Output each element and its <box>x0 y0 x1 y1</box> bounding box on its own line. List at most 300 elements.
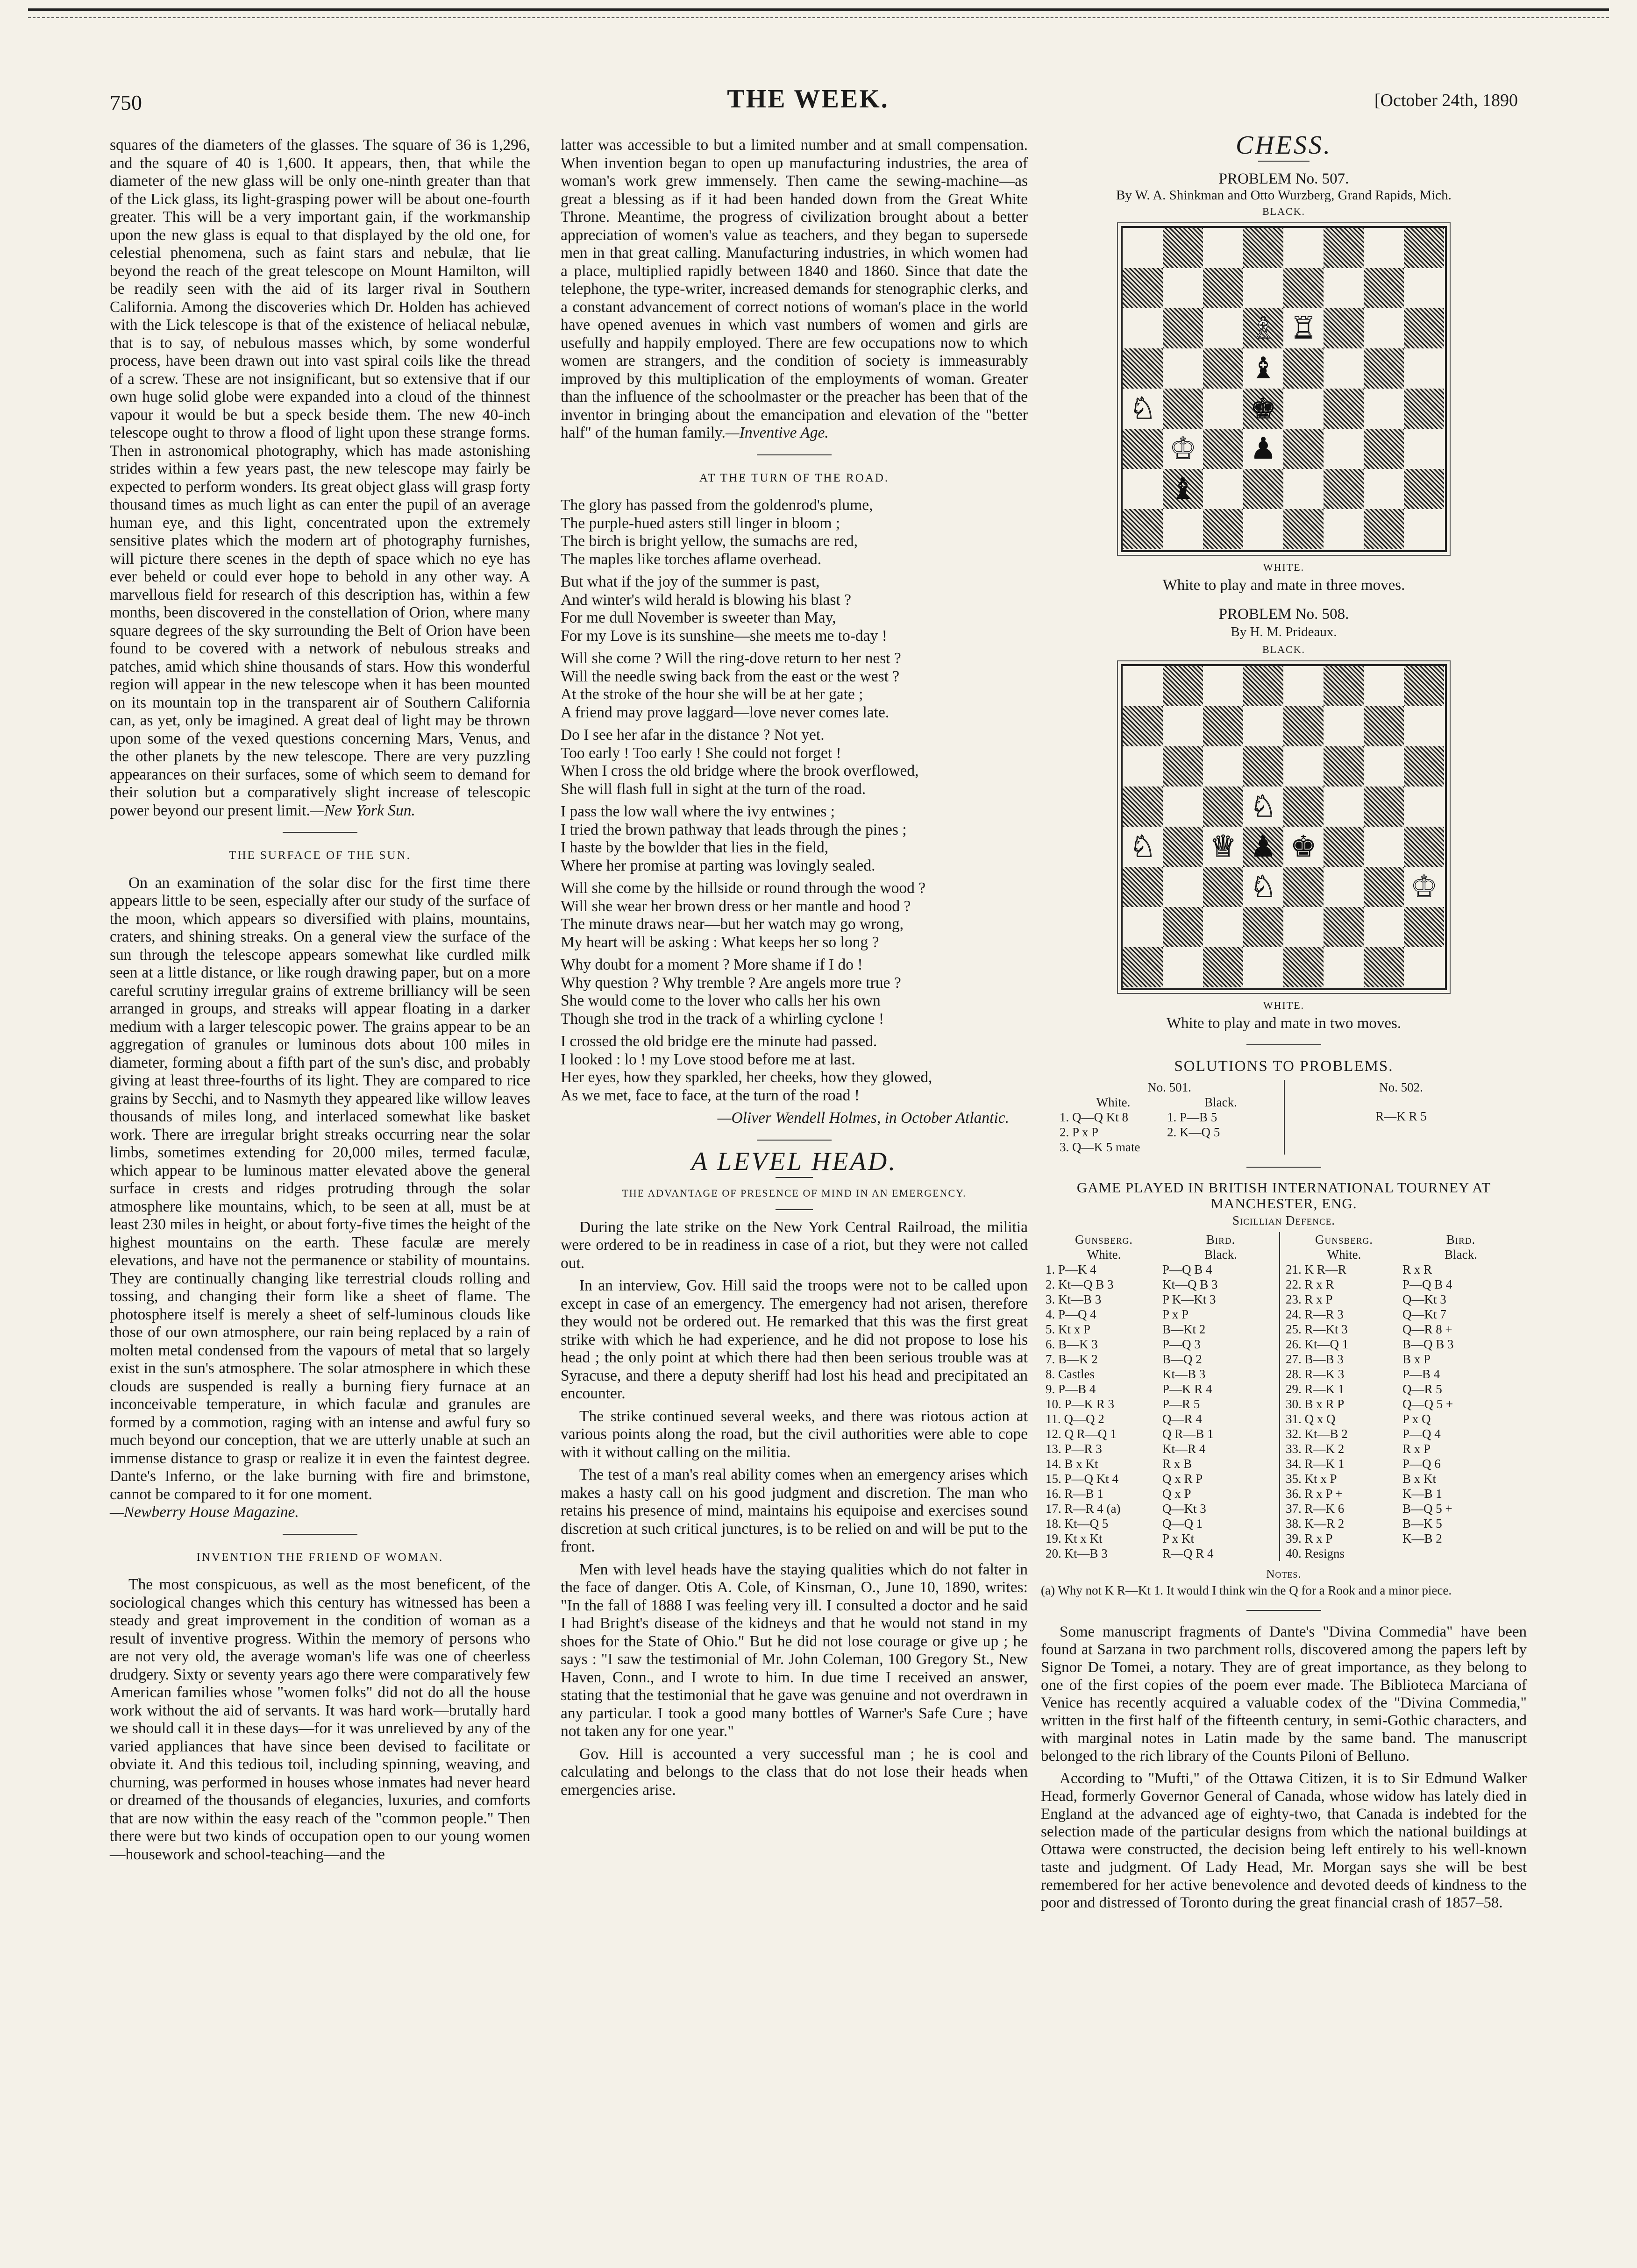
game-move: 22. R x R <box>1286 1277 1334 1291</box>
board-square <box>1123 746 1163 787</box>
chess-piece-icon: ♝ <box>1250 352 1277 385</box>
game-move: 10. P—K R 3 <box>1046 1397 1115 1411</box>
board-square <box>1203 867 1243 907</box>
board-square <box>1203 947 1243 987</box>
chess-piece-icon: ♗ <box>1250 312 1277 345</box>
board-square <box>1123 268 1163 308</box>
poem-line: Will she wear her brown dress or her mantle and hood ? <box>561 897 911 915</box>
paragraph: The test of a man's real ability comes when an emergency arises which makes a hasty call on his good judgment and discretion. The man who retains his presence of mind, maintains his equipoise and exercises sound discretion at such critical junctures, is to be relied on and will be put to the front. <box>561 1466 1028 1555</box>
board-square <box>1324 348 1364 389</box>
game-move: 40. Resigns <box>1286 1546 1345 1560</box>
board-square <box>1283 907 1324 947</box>
board-square <box>1283 429 1324 469</box>
problem-507-title: PROBLEM No. 507. <box>1218 170 1349 187</box>
poem-line: Though she trod in the track of a whirling cyclone ! <box>561 1010 884 1028</box>
board-square <box>1364 348 1404 389</box>
game-move: P—Q 3 <box>1162 1337 1201 1351</box>
poem-line: Where her promise at parting was lovingly sealed. <box>561 857 875 874</box>
game-move: P—R 5 <box>1162 1397 1200 1411</box>
poem-line: Too early ! Too early ! She could not forget ! <box>561 744 841 762</box>
game-move: B—Q 2 <box>1162 1352 1202 1366</box>
sol-move: 2. K—Q 5 <box>1167 1125 1220 1139</box>
poem-line: Why question ? Why tremble ? Are angels more true ? <box>561 974 901 992</box>
board-square <box>1364 308 1404 348</box>
board-square <box>1324 907 1364 947</box>
board-square <box>1404 746 1444 787</box>
board-square <box>1243 469 1283 509</box>
board-square <box>1364 268 1404 308</box>
game-move: P K—Kt 3 <box>1162 1292 1216 1306</box>
board-square <box>1283 389 1324 429</box>
game-move: 14. B x Kt <box>1046 1457 1098 1471</box>
game-move: 12. Q R—Q 1 <box>1046 1427 1117 1441</box>
board-square <box>1324 308 1364 348</box>
board-square <box>1203 268 1243 308</box>
game-move: P x P <box>1162 1307 1189 1321</box>
board-square <box>1404 509 1444 549</box>
poem-line: For my Love is its sunshine—she meets me to-day ! <box>561 627 887 645</box>
board-square <box>1243 706 1283 746</box>
board-square <box>1283 348 1324 389</box>
board-square <box>1364 509 1404 549</box>
game-move: 15. P—Q Kt 4 <box>1046 1472 1119 1486</box>
board-square <box>1364 469 1404 509</box>
board-square <box>1243 228 1283 268</box>
paragraph: The strike continued several weeks, and there was riotous action at various points along the road, but the civil authorities were able to cope with it without calling on the militia. <box>561 1407 1028 1461</box>
paragraph: Gov. Hill is accounted a very successful man ; he is cool and calculating and belongs to the class that do not lose their heads when emergencies arise. <box>561 1745 1028 1799</box>
chess-board-508 <box>1121 664 1447 990</box>
board-square <box>1163 947 1203 987</box>
poem-line: But what if the joy of the summer is past, <box>561 573 820 590</box>
white-label: White. <box>1327 1247 1361 1262</box>
game-move: 1. P—K 4 <box>1046 1262 1096 1276</box>
board-square <box>1324 787 1364 827</box>
game-move: 11. Q—Q 2 <box>1046 1412 1104 1426</box>
board-square <box>1203 308 1243 348</box>
game-move: B x P <box>1402 1352 1431 1366</box>
board-square <box>1283 867 1324 907</box>
sol-move: 1. P—B 5 <box>1167 1110 1217 1124</box>
game-move: Kt—B 3 <box>1162 1367 1206 1381</box>
column-2 <box>561 136 1028 1804</box>
sol-move: 1. Q—Q Kt 8 <box>1060 1110 1128 1124</box>
board-square <box>1163 867 1203 907</box>
poem-line: Why doubt for a moment ? More shame if I do ! <box>561 956 863 973</box>
game-score <box>1046 1232 1522 1561</box>
game-move: Q—Kt 3 <box>1162 1502 1206 1516</box>
problem-507-caption: White to play and mate in three moves. <box>1162 577 1405 594</box>
section-divider <box>283 832 357 833</box>
poem-line: The birch is bright yellow, the sumachs are red, <box>561 532 858 550</box>
problem-507-author: By W. A. Shinkman and Otto Wurzberg, Grand Rapids, Mich. <box>1116 188 1452 203</box>
section-divider <box>1258 161 1310 162</box>
page-header <box>98 82 1518 119</box>
game-move: Q—R 4 <box>1162 1412 1202 1426</box>
problem-508-author: By H. M. Prideaux. <box>1231 624 1337 639</box>
game-move: 9. P—B 4 <box>1046 1382 1096 1396</box>
game-move: 30. B x R P <box>1286 1397 1345 1411</box>
game-move: 13. P—R 3 <box>1046 1442 1102 1456</box>
board-square <box>1404 348 1444 389</box>
board-square <box>1324 469 1364 509</box>
poem-stanza <box>561 956 1028 1028</box>
board-square <box>1123 348 1163 389</box>
board-square <box>1364 228 1404 268</box>
board-square <box>1404 907 1444 947</box>
game-move: R x B <box>1162 1457 1192 1471</box>
game-move: R x P <box>1402 1442 1431 1456</box>
player-bird: Bird. <box>1446 1233 1476 1247</box>
heading-invention-woman: INVENTION THE FRIEND OF WOMAN. <box>196 1551 444 1564</box>
game-move: Kt—Q B 3 <box>1162 1277 1218 1291</box>
chess-piece-icon: ♖ <box>1290 312 1317 345</box>
board-square <box>1163 827 1203 867</box>
board-square <box>1324 228 1364 268</box>
game-move: 28. R—K 3 <box>1286 1367 1345 1381</box>
board-square <box>1123 867 1163 907</box>
chess-piece-icon: ♚ <box>1290 830 1317 863</box>
poem-line: The maples like torches aflame overhead. <box>561 550 822 568</box>
poem-line: The purple-hued asters still linger in bloom ; <box>561 514 840 532</box>
board-square <box>1243 666 1283 706</box>
game-move: 4. P—Q 4 <box>1046 1307 1096 1321</box>
sol-white-label: White. <box>1096 1095 1131 1109</box>
section-divider <box>1246 1610 1321 1611</box>
chess-piece-icon: ♔ <box>1169 432 1196 465</box>
board-square <box>1324 429 1364 469</box>
poem-line: The glory has passed from the goldenrod's plume, <box>561 496 873 514</box>
issue-date: [October 24th, 1890 <box>1374 91 1518 110</box>
section-divider <box>776 1209 813 1210</box>
poem-stanza <box>561 650 1028 722</box>
game-opening: Sicillian Defence. <box>1232 1213 1336 1227</box>
top-rule <box>28 8 1609 18</box>
poem-line: Will she come ? Will the ring-dove return to her nest ? <box>561 650 901 667</box>
solutions-heading: SOLUTIONS TO PROBLEMS. <box>1174 1058 1394 1075</box>
board-square <box>1324 268 1364 308</box>
game-move: 19. Kt x Kt <box>1046 1531 1103 1545</box>
game-move: B—Kt 2 <box>1162 1322 1206 1336</box>
board-square <box>1364 867 1404 907</box>
game-move: Q—Kt 7 <box>1402 1307 1446 1321</box>
board-square <box>1283 469 1324 509</box>
article-invention-text: The most conspicuous, as well as the most beneficent, of the sociological changes which this century has witnessed has been a steady and great improvement in the condition of woman as a result of inventive progress. Within the memory of persons who are not very old, the average woman's life was one of cheerless drudgery. Sixty or seventy years ago there were comparatively few American families whose "women folks" did not do all the house work without the aid of servants. It was hard work—brutally hard we should call it in these days—for it was unrelieved by any of the varied appliances that have since been devised to facilitate or obviate it. And this tedious toil, including spinning, weaving, and churning, was performed in houses whose inmates had never heard or dreamed of the thousands of elegancies, luxuries, and comforts that are now within the easy reach of the "common people." Then there were but two kinds of occupation open to our young women—housework and school-teaching—and the <box>110 1576 530 1863</box>
page-number: 750 <box>110 91 142 114</box>
game-moves-1-20 <box>1046 1232 1280 1561</box>
board-square <box>1163 746 1203 787</box>
board-square <box>1283 509 1324 549</box>
board-square <box>1324 827 1364 867</box>
game-move: 34. R—K 1 <box>1286 1457 1345 1471</box>
poem-stanza <box>561 726 1028 798</box>
board-square <box>1404 827 1444 867</box>
board-square <box>1404 228 1444 268</box>
game-move: P—Q 6 <box>1402 1457 1441 1471</box>
board-square <box>1243 746 1283 787</box>
solution-502-label: No. 502. <box>1379 1080 1423 1094</box>
board-square <box>1364 787 1404 827</box>
game-move: B—Q 5 + <box>1402 1502 1452 1516</box>
game-move: 38. K—R 2 <box>1286 1517 1345 1531</box>
poem-line: The minute draws near—but her watch may go wrong, <box>561 915 904 933</box>
board-square <box>1364 706 1404 746</box>
black-label: Black. <box>1445 1247 1477 1262</box>
board-square <box>1203 228 1243 268</box>
board-square <box>1324 746 1364 787</box>
paragraph: In an interview, Gov. Hill said the troops were not to be called upon except in case of an emergency. The emergency had not arisen, therefore they would not be ordered out. He remarked that this was the first great strike with which he had experience, and he did not propose to lose his head ; the only point at which there had then been serious trouble was at Syracuse, and there a deputy sheriff had lost his head and precipitated an encounter. <box>561 1277 1028 1402</box>
chess-piece-icon: ♟ <box>1250 830 1277 863</box>
board-square <box>1163 706 1203 746</box>
chess-piece-icon: ♚ <box>1250 392 1277 425</box>
board-square <box>1243 907 1283 947</box>
game-move: R—Q R 4 <box>1162 1546 1214 1560</box>
game-move: P x Q <box>1402 1412 1431 1426</box>
game-move <box>1402 1546 1519 1561</box>
board-square <box>1163 268 1203 308</box>
board-square <box>1364 827 1404 867</box>
heading-surface-of-sun: THE SURFACE OF THE SUN. <box>229 849 411 862</box>
game-move: 3. Kt—B 3 <box>1046 1292 1102 1306</box>
game-move: 21. K R—R <box>1286 1262 1346 1276</box>
game-moves-21-40 <box>1280 1232 1519 1561</box>
board-label-black: BLACK. <box>1262 644 1306 655</box>
board-square <box>1203 746 1243 787</box>
board-square <box>1163 348 1203 389</box>
board-square <box>1324 389 1364 429</box>
heading-level-head: A LEVEL HEAD. <box>691 1147 897 1176</box>
board-square <box>1163 308 1203 348</box>
chess-piece-icon: ♟ <box>1250 432 1277 465</box>
paragraph-dante: Some manuscript fragments of Dante's "Divina Commedia" have been found at Sarzana in two parchment rolls, discovered among the papers left by Signor De Tomei, a notary. They are of great importance, as they belong to one of the first copies of the poem ever made. The Biblioteca Marciana of Venice has recently acquired a valuable codex of the "Divina Commedia," written in the first half of the fifteenth century, in semi-Gothic characters, and with marginal notes in Latin made by the same band. The manuscript belonged to the rich library of the Counts Piloni of Belluno. <box>1041 1623 1527 1765</box>
poem-body <box>561 496 1028 1105</box>
game-move: 5. Kt x P <box>1046 1322 1091 1336</box>
paragraph: During the late strike on the New York Central Railroad, the militia were ordered to be in readiness in case of a riot, but they were not called out. <box>561 1218 1028 1272</box>
board-square <box>1203 348 1243 389</box>
board-square <box>1324 509 1364 549</box>
board-square <box>1404 389 1444 429</box>
board-square <box>1404 429 1444 469</box>
board-square <box>1404 469 1444 509</box>
board-square <box>1243 509 1283 549</box>
board-square <box>1163 666 1203 706</box>
board-square <box>1283 666 1324 706</box>
white-label: White. <box>1087 1247 1121 1262</box>
note-a: (a) Why not K R—Kt 1. It would I think win the Q for a Rook and a minor piece. <box>1041 1583 1452 1597</box>
game-move: P x Kt <box>1162 1531 1195 1545</box>
board-square <box>1283 947 1324 987</box>
chess-piece-icon: ♘ <box>1129 830 1156 863</box>
board-square <box>1283 706 1324 746</box>
board-square <box>1243 268 1283 308</box>
game-move: Q—R 8 + <box>1402 1322 1452 1336</box>
game-move: 36. R x P + <box>1286 1487 1343 1501</box>
board-square <box>1163 228 1203 268</box>
notes-heading: Notes. <box>1266 1568 1302 1581</box>
poem-line: She will flash full in sight at the turn of the road. <box>561 780 866 798</box>
poem-line: Do I see her afar in the distance ? Not yet. <box>561 726 825 744</box>
game-move: 24. R—R 3 <box>1286 1307 1344 1321</box>
column-3 <box>1041 131 1527 1916</box>
game-move: B—K 5 <box>1402 1517 1442 1531</box>
board-square <box>1364 389 1404 429</box>
game-move: P—Q 4 <box>1402 1427 1441 1441</box>
game-move: 26. Kt—Q 1 <box>1286 1337 1349 1351</box>
board-square <box>1163 787 1203 827</box>
game-move: 6. B—K 3 <box>1046 1337 1098 1351</box>
player-gunsberg: Gunsberg. <box>1075 1233 1133 1247</box>
poem-line: For me dull November is sweeter than May, <box>561 609 836 626</box>
poem-line: A friend may prove laggard—love never comes late. <box>561 703 890 721</box>
board-square <box>1324 706 1364 746</box>
game-move: Q x R P <box>1162 1472 1203 1486</box>
game-move: Q—Q 1 <box>1162 1517 1203 1531</box>
sol-move: 2. P x P <box>1060 1125 1099 1139</box>
article-sun-text: On an examination of the solar disc for the first time there appears little to be seen, especially after our study of the surface of the moon, which appears so diversified with plains, mountains, craters, and shining streaks. On a general view the surface of the sun through the telescope appears somewhat like curdled milk seen at a little distance, or like rough drawing paper, but on a more careful scrutiny irregular grains of extreme brilliancy will be seen arranged in groups, and streaks will appear floating in a darker medium with a larger telescopic power. The grains appear to be an aggregation of granules or luminous dots about 100 miles in diameter, forming about a fifth part of the sun's disc, and probably giving at least three-fourths of its light. They are compared to rice grains by Secchi, and to Nasmyth they appeared like willow leaves thousands of miles long, and interlaced somewhat like basket work. There are irregular bright streaks occurring near the solar limbs, sometimes extending for 20,000 miles, termed faculæ, which appear to be luminous matter elevated above the general surface in crests and ridges protruding through the solar atmosphere like mountains, which, to be seen at all, must be at least 230 miles in height, or about forty-five times the height of the highest mountains on the earth. These faculæ are merely elevations, and have not the permanence or stability of mountains. They are continually changing like terrestrial clouds rolling and tossing, and changing their form like a sheet of flame. The photosphere itself is merely a sheet of self-luminous clouds like those of our own atmosphere, our rain being replaced by a rain of molten metal condensed from the vapours of metal that so largely exist in the sun's atmosphere. The solar atmosphere in which these clouds are suspended is really a burning fiery furnace at an inconceivable temperature, in which faculæ and granules are formed by a commotion, raging with an intense and awful fury so much beyond our conception, that we are utterly unable at such an immense distance to grasp or realize it in even the faintest degree. Dante's Inferno, or the lake burning with fire and brimstone, cannot be compared to it for one moment. —Newberry House Magazine. <box>110 874 530 1521</box>
board-square <box>1123 509 1163 549</box>
board-square <box>1404 947 1444 987</box>
chess-piece-icon: ♝ <box>1169 472 1196 505</box>
poem-stanza <box>561 1033 1028 1105</box>
sol-502-move: R—K R 5 <box>1375 1109 1427 1123</box>
game-move: R x R <box>1402 1262 1432 1276</box>
board-label-black: BLACK. <box>1262 206 1306 217</box>
game-move: 17. R—R 4 (a) <box>1046 1502 1121 1516</box>
board-square <box>1364 666 1404 706</box>
board-square <box>1404 787 1444 827</box>
chess-piece-icon: ♘ <box>1129 392 1156 425</box>
game-move: 31. Q x Q <box>1286 1412 1336 1426</box>
game-move: 29. R—K 1 <box>1286 1382 1345 1396</box>
game-move: K—B 1 <box>1402 1487 1442 1501</box>
article-telescope-text: squares of the diameters of the glasses. The square of 36 is 1,296, and the square of 40 is 1,600. It appears, then, that while the diameter of the new glass will be only one-ninth greater than that of the Lick glass, its light-grasping power will be about one-fourth greater. This will be a very important gain, if the workmanship upon the new glass is equal to that displayed by the old one, for celestial phenomena, such as faint stars and nebulæ, that lie beyond the reach of the great telescope on Mount Hamilton, will be readily seen with the aid of its larger rival in Southern California. Among the discoveries which Dr. Holden has achieved with the Lick telescope is that of the existence of heliacal nebulæ, that is to say, of nebulous masses which, by some wonderful process, have been drawn out into vast spiral coils like the thread of a screw. These are not insignificant, but so extensive that if our own huge solid globe were expanded into a cloud of the thinnest vapour it would be but a speck beside them. The new 40-inch telescope ought to throw a flood of light upon these strange forms. Then in astronomical photography, which has made astonishing strides within a few years past, the new telescope may fairly be expected to perform wonders. Its great object glass will grasp forty thousand times as much light as can enter the pupil of an average human eye, and this light, concentrated upon the extremely sensitive plates which the modern art of photography furnishes, will picture there scenes in the depth of space which no eye has ever beheld or could ever hope to behold in any other way. A marvellous field for research of this description has, within a few months, been discovered in the constellation of Orion, where many square degrees of the sky surrounding the Belt of Orion have been found to be covered with a network of nebulous streaks and patches, amid which shine thousands of stars. How this wonderful region will appear in the new telescope when it has been mounted on its mountain top in the transparent air of Southern California can, as yet, only be imagined. A great deal of light may be thrown upon some of the vexed questions concerning Mars, Venus, and the other planets by the new telescope. There are very puzzling appearances on their surfaces, some of which seem to demand for their solution but a comparatively slight increase of telescopic power beyond our present limit.—New York Sun. <box>110 136 530 819</box>
board-square <box>1123 787 1163 827</box>
solution-501-label: No. 501. <box>1147 1080 1191 1094</box>
subheading-level-head: THE ADVANTAGE OF PRESENCE OF MIND IN AN EMERGENCY. <box>622 1187 967 1199</box>
board-square <box>1404 666 1444 706</box>
problem-508-caption: White to play and mate in two moves. <box>1166 1015 1402 1032</box>
game-move: P—Q B 4 <box>1402 1277 1452 1291</box>
section-divider <box>776 1177 813 1178</box>
board-square <box>1324 867 1364 907</box>
section-divider <box>283 1534 357 1535</box>
column-1 <box>110 136 530 1868</box>
board-square <box>1123 706 1163 746</box>
board-square <box>1364 746 1404 787</box>
source-credit: —New York Sun. <box>310 801 415 819</box>
game-move: 23. R x P <box>1286 1292 1333 1306</box>
board-square <box>1324 947 1364 987</box>
game-move: P—Q B 4 <box>1162 1262 1212 1276</box>
article-invention-continued: latter was accessible to but a limited number and at small compensation. When invention began to open up manufacturing industries, the area of woman's work grew immensely. Then came the sewing-machine—as great a blessing as if it had been handed down from the Great White Throne. Meantime, the progress of civilization brought about a better appreciation of women's value as teachers, and they began to supersede men in that great calling. Manufacturing industries, in which women had a place, multiplied rapidly between 1840 and 1860. Since that date the telephone, the type-writer, increased demands for stenographic clerks, and a constant advancement of correct notions of woman's place in the world have opened avenues in which vast numbers of women and girls are usefully and happily employed. There are few occupations now to which women are strangers, and the condition of society is immeasurably improved by this multiplication of the employments of woman. Greater than the influence of the schoolmaster or the preacher has been that of the inventor in bringing about the emancipation and elevation of the "better half" of the human family.—Inventive Age. <box>561 136 1028 441</box>
board-square <box>1163 907 1203 947</box>
section-divider <box>1246 1167 1321 1168</box>
game-move: 32. Kt—B 2 <box>1286 1427 1348 1441</box>
game-move: 37. R—K 6 <box>1286 1502 1345 1516</box>
poem-line: I haste by the bowlder that lies in the field, <box>561 839 829 856</box>
poem-line: Will the needle swing back from the east or the west ? <box>561 667 900 685</box>
game-heading: GAME PLAYED IN BRITISH INTERNATIONAL TOURNEY AT MANCHESTER, ENG. <box>1076 1179 1491 1212</box>
heading-turn-of-road: AT THE TURN OF THE ROAD. <box>699 471 890 484</box>
board-square <box>1123 947 1163 987</box>
poem-stanza <box>561 496 1028 568</box>
board-square <box>1283 268 1324 308</box>
board-label-white: WHITE. <box>1263 999 1305 1011</box>
game-move: 25. R—Kt 3 <box>1286 1322 1348 1336</box>
game-move: P—B 4 <box>1402 1367 1440 1381</box>
board-square <box>1364 907 1404 947</box>
board-square <box>1123 666 1163 706</box>
player-gunsberg: Gunsberg. <box>1315 1233 1373 1247</box>
game-move: B—Q B 3 <box>1402 1337 1454 1351</box>
poem-line: I pass the low wall where the ivy entwines ; <box>561 803 835 820</box>
poem-line: I tried the brown pathway that leads through the pines ; <box>561 821 907 838</box>
game-move: Q x P <box>1162 1487 1191 1501</box>
board-square <box>1203 429 1243 469</box>
board-square <box>1123 429 1163 469</box>
poem-line: As we met, face to face, at the turn of the road ! <box>561 1086 860 1104</box>
sol-black-label: Black. <box>1204 1095 1237 1109</box>
game-move: 18. Kt—Q 5 <box>1046 1517 1109 1531</box>
board-square <box>1243 947 1283 987</box>
problem-508-title: PROBLEM No. 508. <box>1218 606 1349 623</box>
section-divider <box>757 454 832 455</box>
game-move: 8. Castles <box>1046 1367 1095 1381</box>
board-square <box>1283 228 1324 268</box>
board-square <box>1203 469 1243 509</box>
game-move: P—K R 4 <box>1162 1382 1212 1396</box>
game-move: Q—Q 5 + <box>1402 1397 1453 1411</box>
chess-piece-icon: ♘ <box>1250 870 1277 903</box>
sol-move: 3. Q—K 5 mate <box>1060 1140 1140 1154</box>
game-move: K—B 2 <box>1402 1531 1442 1545</box>
board-square <box>1404 268 1444 308</box>
board-square <box>1123 907 1163 947</box>
poem-line: At the stroke of the hour she will be at her gate ; <box>561 686 863 703</box>
game-move: Q—Kt 3 <box>1402 1292 1446 1306</box>
game-move: 2. Kt—Q B 3 <box>1046 1277 1114 1291</box>
section-divider <box>1246 1044 1321 1045</box>
game-move: Q R—B 1 <box>1162 1427 1214 1441</box>
game-move: 33. R—K 2 <box>1286 1442 1345 1456</box>
poem-line: My heart will be asking : What keeps her so long ? <box>561 933 879 951</box>
game-move: 27. B—B 3 <box>1286 1352 1344 1366</box>
board-square <box>1404 308 1444 348</box>
section-divider <box>757 1140 832 1141</box>
source-credit: —Inventive Age. <box>725 424 829 441</box>
board-square <box>1283 746 1324 787</box>
game-move: 20. Kt—B 3 <box>1046 1546 1108 1560</box>
masthead-title: THE WEEK. <box>727 85 889 113</box>
solutions-block <box>1060 1080 1508 1155</box>
poem-line: When I cross the old bridge where the brook overflowed, <box>561 762 919 780</box>
poem-stanza <box>561 879 1028 951</box>
chess-board-507 <box>1121 226 1447 552</box>
board-square <box>1364 429 1404 469</box>
board-square <box>1364 947 1404 987</box>
chess-piece-icon: ♕ <box>1210 830 1237 863</box>
board-square <box>1404 706 1444 746</box>
board-label-white: WHITE. <box>1263 561 1305 573</box>
poem-line: Her eyes, how they sparkled, her cheeks, how they glowed, <box>561 1069 932 1086</box>
poem-stanza <box>561 803 1028 875</box>
board-square <box>1203 389 1243 429</box>
board-square <box>1163 389 1203 429</box>
game-move: 35. Kt x P <box>1286 1472 1337 1486</box>
game-move: Q—R 5 <box>1402 1382 1442 1396</box>
game-move: 7. B—K 2 <box>1046 1352 1098 1366</box>
board-square <box>1123 228 1163 268</box>
board-square <box>1324 666 1364 706</box>
